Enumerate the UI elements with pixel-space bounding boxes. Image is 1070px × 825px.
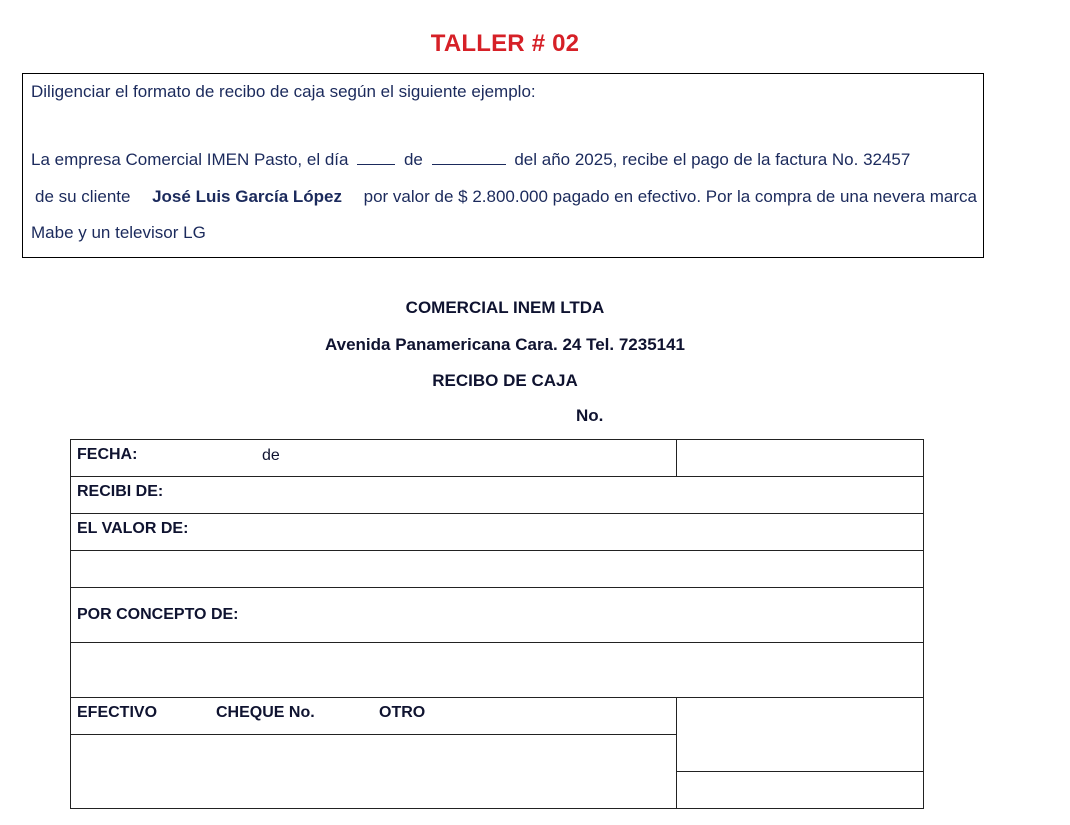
fecha-label: FECHA: <box>77 446 138 463</box>
form-row-divider <box>70 642 924 643</box>
efectivo-label: EFECTIVO <box>77 704 158 721</box>
concepto-label: POR CONCEPTO DE: <box>77 606 239 623</box>
recibi-de-label: RECIBI DE: <box>77 483 164 500</box>
form-row-divider <box>70 734 676 735</box>
company-address: Avenida Panamericana Cara. 24 Tel. 7235141 <box>324 335 686 354</box>
instruction-text: por valor de $ 2.800.000 pagado en efectivo. Por la compra de una nevera marca <box>363 187 977 206</box>
instruction-text: de <box>403 150 423 169</box>
form-column-divider <box>676 697 677 809</box>
cheque-label: CHEQUE No. <box>216 704 315 721</box>
form-border-top <box>70 439 924 440</box>
form-row-divider <box>70 476 924 477</box>
form-row-divider <box>70 550 924 551</box>
form-row-divider <box>70 587 924 588</box>
instruction-line-4: Mabe y un televisor LG <box>31 223 206 242</box>
valor-label: EL VALOR DE: <box>77 520 189 537</box>
instruction-text: del año 2025, recibe el pago de la factura No. 32457 <box>514 150 911 169</box>
company-name: COMERCIAL INEM LTDA <box>405 298 605 317</box>
receipt-title: RECIBO DE CAJA <box>432 371 578 390</box>
form-border-right <box>923 439 924 809</box>
instruction-line-1: Diligenciar el formato de recibo de caja según el siguiente ejemplo: <box>31 82 536 101</box>
page-title: TALLER # 02 <box>430 30 580 57</box>
client-name: José Luis García López <box>152 187 342 206</box>
form-row-divider <box>70 513 924 514</box>
form-row-divider <box>676 771 924 772</box>
receipt-number-label: No. <box>576 406 604 425</box>
form-border-bottom <box>70 808 924 809</box>
otro-label: OTRO <box>379 704 426 721</box>
form-column-divider <box>676 439 677 476</box>
instruction-text: de su cliente <box>35 187 131 206</box>
form-row-divider <box>70 697 924 698</box>
form-border-left <box>70 439 71 809</box>
instruction-text: La empresa Comercial IMEN Pasto, el día <box>31 150 349 169</box>
de-label: de <box>262 447 280 464</box>
